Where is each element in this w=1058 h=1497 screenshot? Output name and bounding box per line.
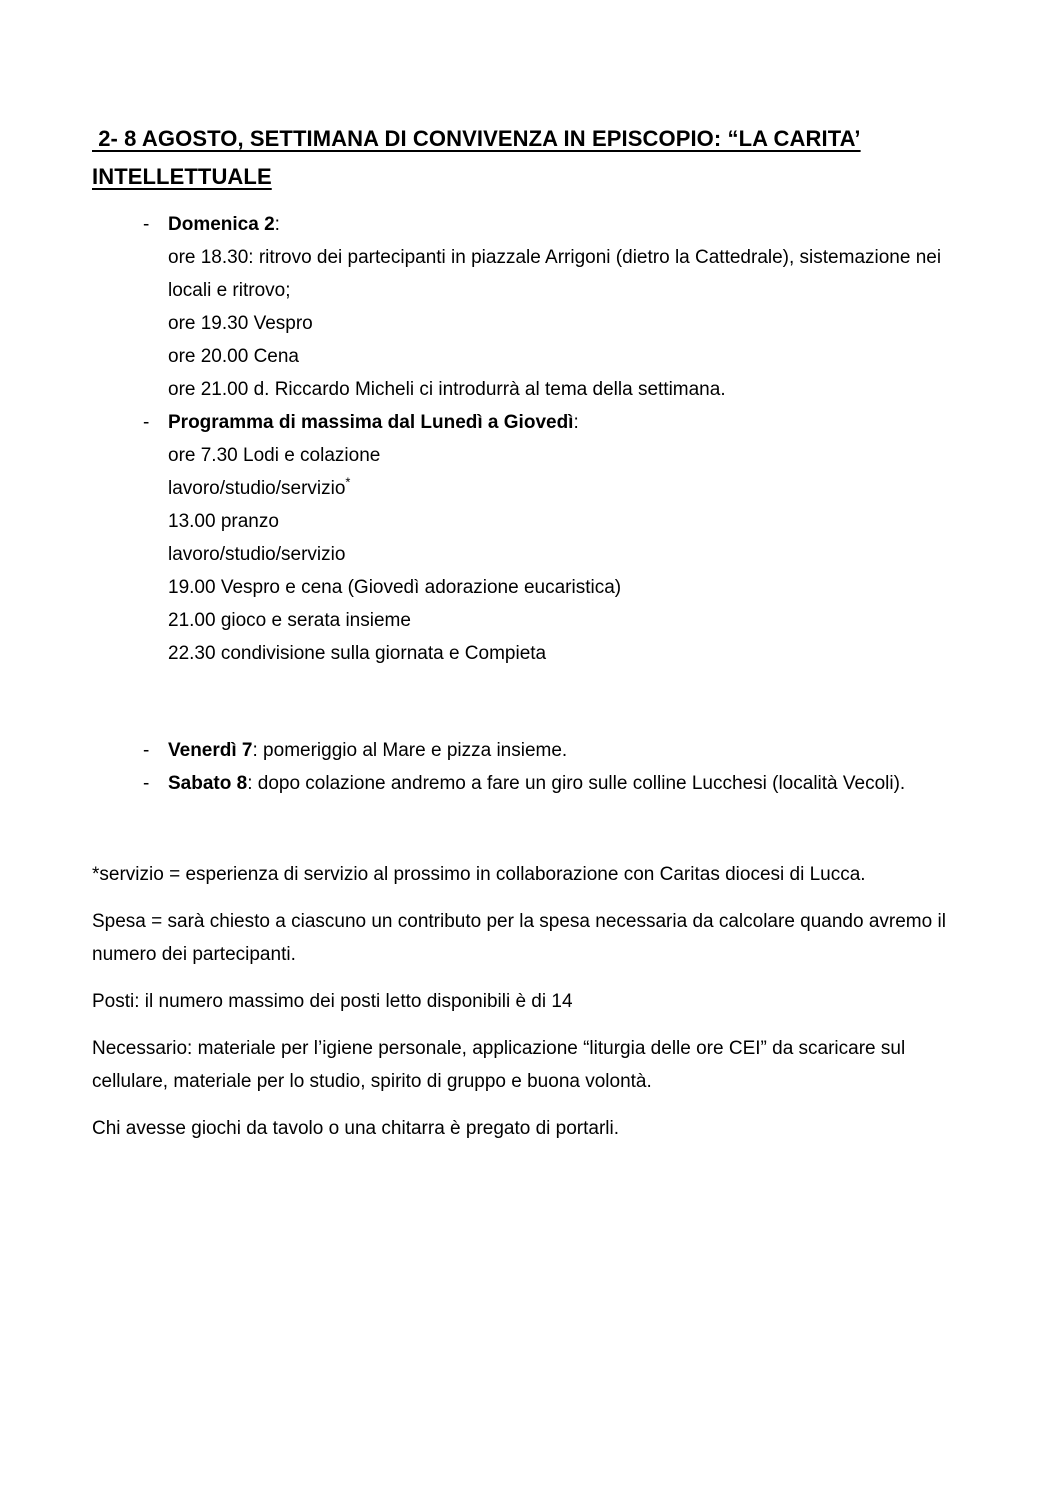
day-label: Sabato 8 xyxy=(168,773,248,794)
dash-bullet: - xyxy=(143,214,150,235)
day-label: Domenica 2 xyxy=(168,214,275,235)
schedule-item-heading xyxy=(168,767,966,800)
day-description: : xyxy=(573,412,579,433)
schedule-line: ore 18.30: ritrovo dei partecipanti in piazzale Arrigoni (dietro la Cattedrale), sistemazione nei locali e ritrovo; xyxy=(168,247,942,301)
schedule-line: lavoro/studio/servizio xyxy=(168,544,346,565)
schedule-item-body xyxy=(168,734,966,767)
note-paragraph: Necessario: materiale per l’igiene personale, applicazione “liturgia delle ore CEI” da scaricare sul cellulare, materiale per lo studio, spirito di gruppo e buona volontà. xyxy=(92,1038,906,1092)
day-description: : dopo colazione andremo a fare un giro sulle colline Lucchesi (località Vecoli). xyxy=(247,773,906,794)
schedule-list-item xyxy=(92,208,966,406)
footnote-marker: * xyxy=(345,474,351,490)
document-title xyxy=(92,120,966,196)
dash-bullet: - xyxy=(143,412,150,433)
schedule-item-heading xyxy=(168,734,966,767)
schedule-list-item xyxy=(92,406,966,670)
schedule-line: lavoro/studio/servizio* xyxy=(168,474,351,499)
schedule-line: ore 21.00 d. Riccardo Micheli ci introdurrà al tema della settimana. xyxy=(168,379,726,400)
title-line-1: 2- 8 AGOSTO, SETTIMANA DI CONVIVENZA IN EPISCOPIO: “LA CARITA’ xyxy=(92,126,861,151)
schedule-line: 22.30 condivisione sulla giornata e Compieta xyxy=(168,643,547,664)
schedule-line: ore 7.30 Lodi e colazione xyxy=(168,445,381,466)
notes-section xyxy=(92,858,966,1145)
schedule-line: 19.00 Vespro e cena (Giovedì adorazione eucaristica) xyxy=(168,577,622,598)
schedule-item-heading xyxy=(168,208,966,241)
day-description: : pomeriggio al Mare e pizza insieme. xyxy=(252,740,568,761)
schedule-line: ore 19.30 Vespro xyxy=(168,313,313,334)
note-paragraph: *servizio = esperienza di servizio al prossimo in collaborazione con Caritas diocesi di Lucca. xyxy=(92,864,866,885)
schedule-list-item xyxy=(92,767,966,800)
dash-bullet: - xyxy=(143,740,150,761)
schedule-line: 13.00 pranzo xyxy=(168,511,279,532)
schedule-item-body xyxy=(168,406,966,670)
schedule-item-body xyxy=(168,208,966,406)
day-description: : xyxy=(274,214,280,235)
schedule-item-heading xyxy=(168,406,966,439)
schedule-list-item xyxy=(92,734,966,767)
day-label: Venerdì 7 xyxy=(168,740,253,761)
note-paragraph: Posti: il numero massimo dei posti letto disponibili è di 14 xyxy=(92,991,573,1012)
schedule-list xyxy=(92,208,966,800)
title-line-2: INTELLETTUALE xyxy=(92,164,272,189)
schedule-item-body xyxy=(168,767,966,800)
dash-bullet: - xyxy=(143,773,150,794)
note-paragraph: Chi avesse giochi da tavolo o una chitarra è pregato di portarli. xyxy=(92,1118,620,1139)
schedule-line: ore 20.00 Cena xyxy=(168,346,299,367)
day-label: Programma di massima dal Lunedì a Giovedì xyxy=(168,412,574,433)
note-paragraph: Spesa = sarà chiesto a ciascuno un contributo per la spesa necessaria da calcolare quando avremo il numero dei partecipanti. xyxy=(92,911,946,965)
schedule-line: 21.00 gioco e serata insieme xyxy=(168,610,411,631)
